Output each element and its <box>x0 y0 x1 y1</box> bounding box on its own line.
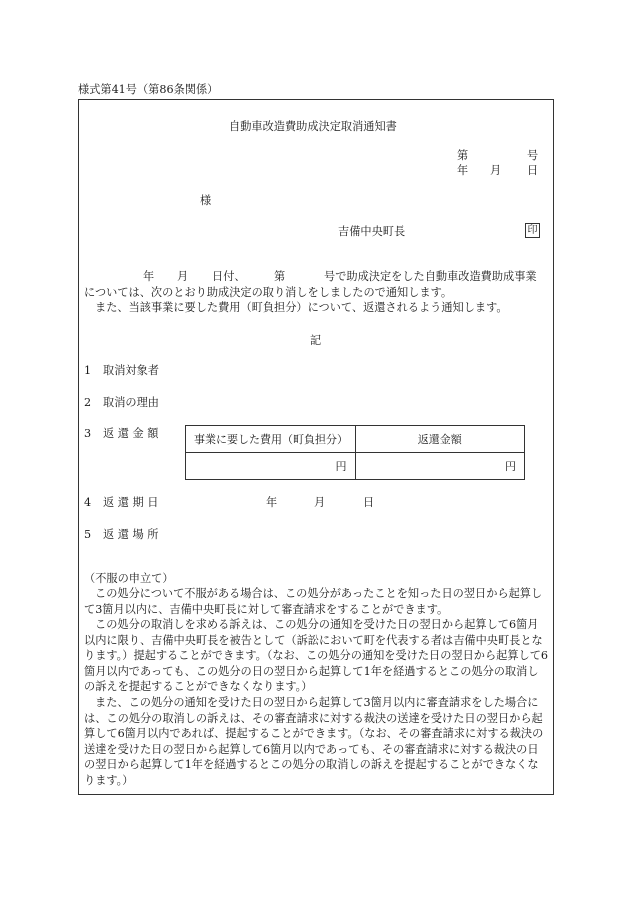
issuer-name: 吉備中央町長 <box>338 225 406 238</box>
deadline-day: 日 <box>363 496 375 509</box>
appeal-paragraph-1: この処分について不服がある場合は、この処分があったことを知った日の翌日から起算して3箇月以内に、吉備中央町長に対して審査請求をすることができます。 <box>84 587 543 616</box>
item-3-label: 返 還 金 額 <box>103 427 159 440</box>
item-3-num: 3 <box>84 427 92 440</box>
item-5-num: 5 <box>84 528 92 541</box>
refund-table-value-row <box>186 453 525 480</box>
body-line1-rest: 号で助成決定をした自動車改造費助成事業 <box>324 270 537 283</box>
body-day-ref: 日付、 <box>212 270 246 283</box>
item-2-label: 取消の理由 <box>103 396 159 409</box>
date-month: 月 <box>490 164 502 177</box>
body-no-prefix: 第 <box>274 270 286 283</box>
refund-table-header-refund: 返還金額 <box>355 426 525 453</box>
seal-mark: 印 <box>525 223 540 238</box>
body-year: 年 <box>143 270 155 283</box>
deadline-year: 年 <box>266 496 278 509</box>
ki-heading: 記 <box>310 334 322 347</box>
item-1-label: 取消対象者 <box>103 364 159 377</box>
body-line2: については、次のとおり助成決定の取り消しをしましたので通知します。 <box>84 286 453 299</box>
refund-table-header-cost: 事業に要した費用（町負担分） <box>186 426 356 453</box>
addressee-suffix: 様 <box>200 194 212 207</box>
body-month: 月 <box>177 270 189 283</box>
date-day: 日 <box>527 164 539 177</box>
body-line3: また、当該事業に要した費用（町負担分）について、返還されるよう通知します。 <box>95 301 508 314</box>
deadline-month: 月 <box>314 496 326 509</box>
item-4-label: 返 還 期 日 <box>103 496 159 509</box>
item-4-num: 4 <box>84 496 92 509</box>
number-prefix: 第 <box>457 149 469 162</box>
document-title: 自動車改造費助成決定取消通知書 <box>229 120 397 133</box>
item-2-num: 2 <box>84 396 92 409</box>
appeal-paragraph-3: また、この処分の通知を受けた日の翌日から起算して3箇月以内に審査請求をした場合には、この処分の取消しの訴えは、その審査請求に対する裁決の送達を受けた日の翌日から起算して6箇月以内であれば、提起することができます。（なお、その審査請求に対する裁決の送達を受けた日の翌日から起算して6箇月以内であっても、その審査請求に対する裁決の日の翌日から起算して1年を経過するとこの処分の取消しの訴えを提起することができなくなります。） <box>84 696 544 787</box>
refund-amount-table <box>185 425 525 480</box>
item-1-num: 1 <box>84 364 92 377</box>
refund-table-header-row <box>186 426 525 453</box>
date-year: 年 <box>457 164 469 177</box>
refund-table-refund-unit: 円 <box>355 453 525 480</box>
item-5-label: 返 還 場 所 <box>103 528 159 541</box>
refund-table-cost-unit: 円 <box>186 453 356 480</box>
number-suffix: 号 <box>527 149 539 162</box>
appeal-heading: （不服の申立て） <box>84 572 174 585</box>
appeal-paragraph-2: この処分の取消しを求める訴えは、この処分の通知を受けた日の翌日から起算して6箇月以内に限り、吉備中央町長を被告として（訴訟において町を代表する者は吉備中央町長となります。）提起することができます。（なお、この処分の通知を受けた日の翌日から起算して6箇月以内であっても、この処分の日の翌日から起算して1年を経過するとこの処分の取消しの訴えを提起することができなくなります。） <box>84 618 549 694</box>
form-label: 様式第41号（第86条関係） <box>78 83 219 96</box>
